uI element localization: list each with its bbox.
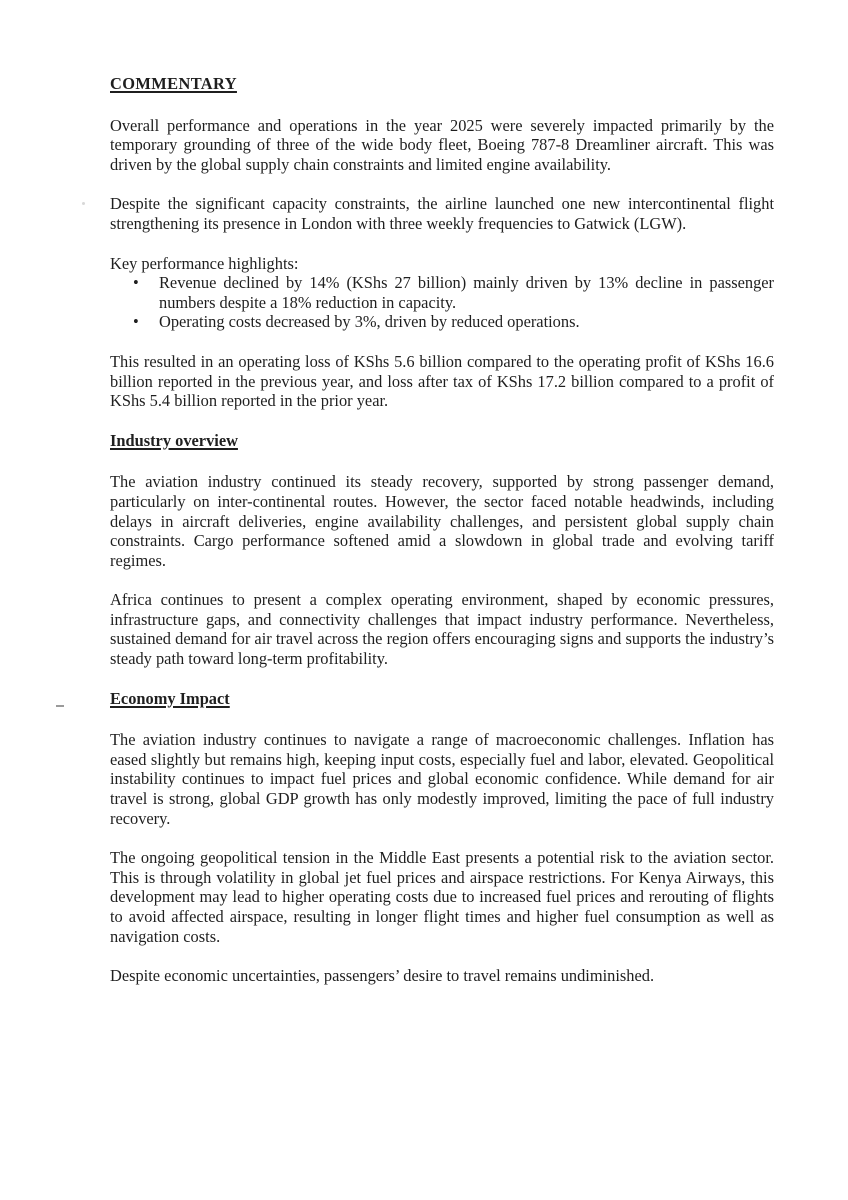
bullet-icon: • [133, 273, 139, 293]
document-page [110, 74, 774, 986]
economy-paragraph-3: Despite economic uncertainties, passengers’ desire to travel remains undiminished. [110, 966, 655, 986]
industry-overview-heading: Industry overview [110, 430, 238, 450]
economy-paragraph-2: The ongoing geopolitical tension in the Middle East presents a potential risk to the aviation sector. This is through volatility in global jet fuel prices and airspace restrictions. For Kenya Airways, this development may lead to higher operating costs due to increased fuel prices and rerouting of flights to avoid affected airspace, resulting in longer flight times and higher fuel consumption as well as navigation costs. [110, 848, 774, 946]
highlights-intro: Key performance highlights: [110, 253, 299, 273]
industry-paragraph-1: The aviation industry continued its steady recovery, supported by strong passenger demand, particularly on inter-continental routes. However, the sector faced notable headwinds, including delays in aircraft deliveries, engine availability challenges, and persistent global supply chain constraints. Cargo performance softened amid a slowdown in global trade and evolving tariff regimes. [110, 472, 774, 570]
scan-speck [82, 202, 85, 205]
highlight-item [110, 273, 774, 312]
highlights-list [110, 273, 774, 332]
economy-paragraph-1: The aviation industry continues to navigate a range of macroeconomic challenges. Inflation has eased slightly but remains high, keeping input costs, especially fuel and labor, elevated. Geopolitical instability continues to impact fuel prices and global economic confidence. While demand for air travel is strong, global GDP growth has only modestly improved, limiting the pace of full industry recovery. [110, 730, 774, 828]
commentary-paragraph-3: This resulted in an operating loss of KShs 5.6 billion compared to the operating profit of KShs 16.6 billion reported in the previous year, and loss after tax of KShs 17.2 billion compared to a profit of KShs 5.4 billion reported in the prior year. [110, 351, 774, 411]
bullet-icon: • [133, 312, 139, 332]
commentary-paragraph-2: Despite the significant capacity constraints, the airline launched one new intercontinental flight strengthening its presence in London with three weekly frequencies to Gatwick (LGW). [110, 194, 774, 233]
highlight-item [110, 312, 774, 332]
commentary-paragraph-1: Overall performance and operations in the year 2025 were severely impacted primarily by the temporary grounding of three of the wide body fleet, Boeing 787-8 Dreamliner aircraft. This was driven by the global supply chain constraints and limited engine availability. [110, 115, 774, 174]
economy-impact-heading: Economy Impact [110, 688, 230, 708]
margin-mark [56, 705, 64, 707]
highlight-text: Operating costs decreased by 3%, driven by reduced operations. [159, 312, 580, 332]
industry-paragraph-2: Africa continues to present a complex operating environment, shaped by economic pressures, infrastructure gaps, and connectivity challenges that impact industry performance. Nevertheless, sustained demand for air travel across the region offers encouraging signs and supports the industry’s steady path toward long-term profitability. [110, 590, 774, 669]
commentary-heading: COMMENTARY [110, 74, 237, 93]
highlight-text: Revenue declined by 14% (KShs 27 billion) mainly driven by 13% decline in passenger numbers despite a 18% reduction in capacity. [159, 273, 774, 312]
